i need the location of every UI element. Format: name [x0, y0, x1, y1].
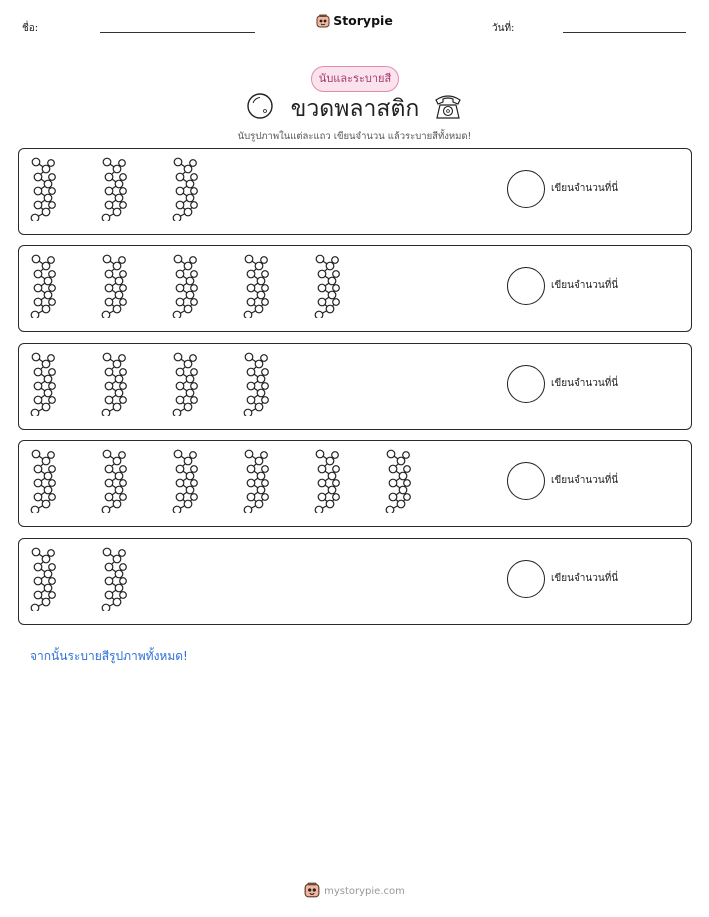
molecule-chain-icon[interactable] [313, 254, 343, 318]
telephone-icon [432, 90, 464, 126]
molecule-chain-icon[interactable] [171, 352, 201, 416]
name-label: ชื่อ: [22, 23, 39, 34]
molecule-chain-icon[interactable] [242, 449, 272, 513]
answer-circle[interactable] [507, 462, 545, 500]
storypie-logo-icon [304, 882, 320, 901]
answer-label: เขียนจำนวนที่นี่ [551, 573, 619, 584]
brand [0, 13, 709, 31]
molecule-chain-icon[interactable] [29, 449, 59, 513]
count-row [18, 538, 692, 625]
date-line[interactable] [563, 32, 686, 33]
answer-circle[interactable] [507, 170, 545, 208]
category-badge: นับและระบายสี [311, 66, 399, 92]
molecule-chain-icon[interactable] [100, 254, 130, 318]
molecule-chain-icon[interactable] [29, 254, 59, 318]
answer-label: เขียนจำนวนที่นี่ [551, 378, 619, 389]
molecule-chain-icon[interactable] [171, 449, 201, 513]
answer-circle[interactable] [507, 267, 545, 305]
page-title: ขวดพลาสติก [290, 96, 420, 122]
molecule-chain-icon[interactable] [100, 547, 130, 611]
answer-circle[interactable] [507, 560, 545, 598]
molecule-chain-icon[interactable] [242, 254, 272, 318]
instructions: นับรูปภาพในแต่ละแถว เขียนจำนวน แล้วระบายสีทั้งหมด! [237, 131, 472, 142]
date-label: วันที่: [492, 23, 515, 34]
answer-label: เขียนจำนวนที่นี่ [551, 475, 619, 486]
molecule-chain-icon[interactable] [100, 449, 130, 513]
molecule-chain-icon[interactable] [384, 449, 414, 513]
count-row [18, 148, 692, 235]
count-row [18, 440, 692, 527]
molecule-chain-icon[interactable] [100, 157, 130, 221]
name-line[interactable] [100, 32, 255, 33]
molecule-chain-icon[interactable] [242, 352, 272, 416]
count-row [18, 245, 692, 332]
site-url: mystorypie.com [324, 886, 405, 897]
footer-instruction: จากนั้นระบายสีรูปภาพทั้งหมด! [30, 649, 188, 663]
answer-circle[interactable] [507, 365, 545, 403]
site-footer[interactable] [0, 882, 709, 901]
molecule-chain-icon[interactable] [29, 547, 59, 611]
answer-label: เขียนจำนวนที่นี่ [551, 183, 619, 194]
molecule-chain-icon[interactable] [100, 352, 130, 416]
storypie-logo-icon [316, 14, 330, 31]
molecule-chain-icon[interactable] [171, 254, 201, 318]
answer-label: เขียนจำนวนที่นี่ [551, 280, 619, 291]
count-row [18, 343, 692, 430]
molecule-chain-icon[interactable] [29, 352, 59, 416]
molecule-chain-icon[interactable] [171, 157, 201, 221]
molecule-chain-icon[interactable] [313, 449, 343, 513]
brand-name: Storypie [333, 13, 393, 28]
molecule-chain-icon[interactable] [29, 157, 59, 221]
